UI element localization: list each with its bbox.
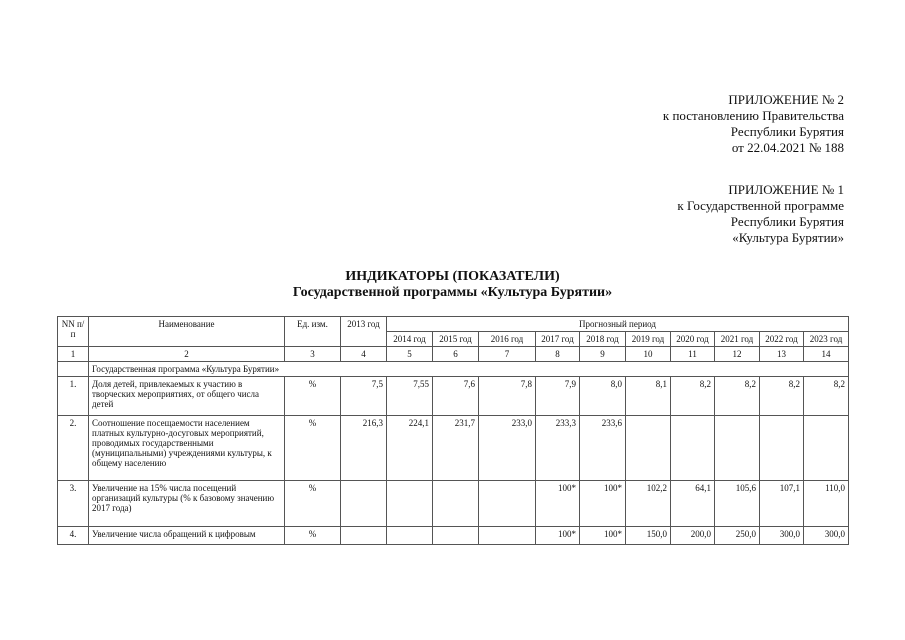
row-value: 8,2 [715, 377, 760, 416]
column-index-row [58, 347, 849, 362]
row-value [387, 481, 433, 527]
column-index: 8 [536, 347, 580, 362]
row-value: 102,2 [626, 481, 671, 527]
row-value: 300,0 [804, 527, 849, 545]
appendix-2-line: к постановлению Правительства [662, 108, 844, 123]
column-index: 10 [626, 347, 671, 362]
row-value: 231,7 [433, 416, 479, 481]
row-value: 224,1 [387, 416, 433, 481]
row-value [387, 527, 433, 545]
row-value: 233,6 [580, 416, 626, 481]
row-num: 2. [58, 416, 89, 481]
header-year: 2019 год [626, 332, 671, 347]
header-year: 2020 год [671, 332, 715, 347]
header-year: 2014 год [387, 332, 433, 347]
row-value [341, 481, 387, 527]
header-year: 2015 год [433, 332, 479, 347]
appendix-1-line: ПРИЛОЖЕНИЕ № 1 [728, 182, 844, 197]
row-value: 8,0 [580, 377, 626, 416]
column-index: 4 [341, 347, 387, 362]
table-row [58, 416, 849, 481]
row-value [671, 416, 715, 481]
header-name: Наименование [89, 317, 285, 347]
section-empty-cell [58, 362, 89, 377]
header-year: 2018 год [580, 332, 626, 347]
row-value: 8,2 [760, 377, 804, 416]
header-base-year: 2013 год [341, 317, 387, 347]
row-value: 216,3 [341, 416, 387, 481]
appendix-1-line: Республики Бурятия [730, 214, 844, 229]
row-value: 8,2 [804, 377, 849, 416]
title-line-1: ИНДИКАТОРЫ (ПОКАЗАТЕЛИ) [345, 269, 560, 284]
row-value: 150,0 [626, 527, 671, 545]
row-value: 8,2 [671, 377, 715, 416]
row-name: Доля детей, привлекаемых к участию в творческих мероприятиях, от общего числа детей [89, 377, 285, 416]
column-index: 14 [804, 347, 849, 362]
appendix-2-line: Республики Бурятия [730, 124, 844, 139]
row-name: Соотношение посещаемости населением платных культурно-досуговых мероприятий, проводимых государственными (муниципальными) учреждениями культуры, к общему населению [89, 416, 285, 481]
table-row [58, 481, 849, 527]
column-index: 6 [433, 347, 479, 362]
row-value [433, 527, 479, 545]
row-num: 3. [58, 481, 89, 527]
row-value: 7,55 [387, 377, 433, 416]
row-unit: % [285, 416, 341, 481]
column-index: 3 [285, 347, 341, 362]
column-index: 1 [58, 347, 89, 362]
row-value: 64,1 [671, 481, 715, 527]
row-value: 200,0 [671, 527, 715, 545]
row-value: 233,0 [479, 416, 536, 481]
row-value [715, 416, 760, 481]
appendix-1-header [677, 182, 844, 246]
appendix-2-line: от 22.04.2021 № 188 [731, 140, 844, 155]
row-value: 100* [580, 527, 626, 545]
row-value: 100* [580, 481, 626, 527]
row-num: 4. [58, 527, 89, 545]
row-unit: % [285, 377, 341, 416]
row-num: 1. [58, 377, 89, 416]
row-value: 100* [536, 481, 580, 527]
header-year: 2017 год [536, 332, 580, 347]
column-index: 9 [580, 347, 626, 362]
row-value: 250,0 [715, 527, 760, 545]
appendix-2-line: ПРИЛОЖЕНИЕ № 2 [728, 92, 844, 107]
header-year: 2023 год [804, 332, 849, 347]
row-value [804, 416, 849, 481]
appendix-1-line: «Культура Бурятии» [732, 230, 844, 245]
row-value [760, 416, 804, 481]
section-row [58, 362, 849, 377]
column-index: 5 [387, 347, 433, 362]
appendix-1-line: к Государственной программе [677, 198, 844, 213]
row-value: 100* [536, 527, 580, 545]
row-unit: % [285, 481, 341, 527]
column-index: 12 [715, 347, 760, 362]
row-value: 110,0 [804, 481, 849, 527]
row-value: 7,9 [536, 377, 580, 416]
section-title: Государственная программа «Культура Бурятии» [89, 362, 849, 377]
indicators-table [57, 316, 849, 545]
row-name: Увеличение числа обращений к цифровым [89, 527, 285, 545]
column-index: 13 [760, 347, 804, 362]
table-row [58, 527, 849, 545]
row-value: 105,6 [715, 481, 760, 527]
column-index: 2 [89, 347, 285, 362]
header-year: 2022 год [760, 332, 804, 347]
column-index: 7 [479, 347, 536, 362]
row-value [341, 527, 387, 545]
row-value: 233,3 [536, 416, 580, 481]
header-year: 2016 год [479, 332, 536, 347]
header-unit: Ед. изм. [285, 317, 341, 347]
row-value [433, 481, 479, 527]
row-value: 107,1 [760, 481, 804, 527]
table-row [58, 377, 849, 416]
appendix-2-header [663, 92, 844, 156]
header-num: NN п/п [58, 317, 89, 347]
row-value: 300,0 [760, 527, 804, 545]
header-forecast: Прогнозный период [387, 317, 849, 332]
column-index: 11 [671, 347, 715, 362]
header-year: 2021 год [715, 332, 760, 347]
row-value [626, 416, 671, 481]
row-value [479, 527, 536, 545]
document-title [0, 269, 905, 301]
row-value [479, 481, 536, 527]
title-line-2: Государственной программы «Культура Бурятии» [292, 285, 613, 300]
row-value: 8,1 [626, 377, 671, 416]
row-value: 7,5 [341, 377, 387, 416]
row-value: 7,8 [479, 377, 536, 416]
row-unit: % [285, 527, 341, 545]
row-value: 7,6 [433, 377, 479, 416]
row-name: Увеличение на 15% числа посещений организаций культуры (% к базовому значению 2017 года) [89, 481, 285, 527]
